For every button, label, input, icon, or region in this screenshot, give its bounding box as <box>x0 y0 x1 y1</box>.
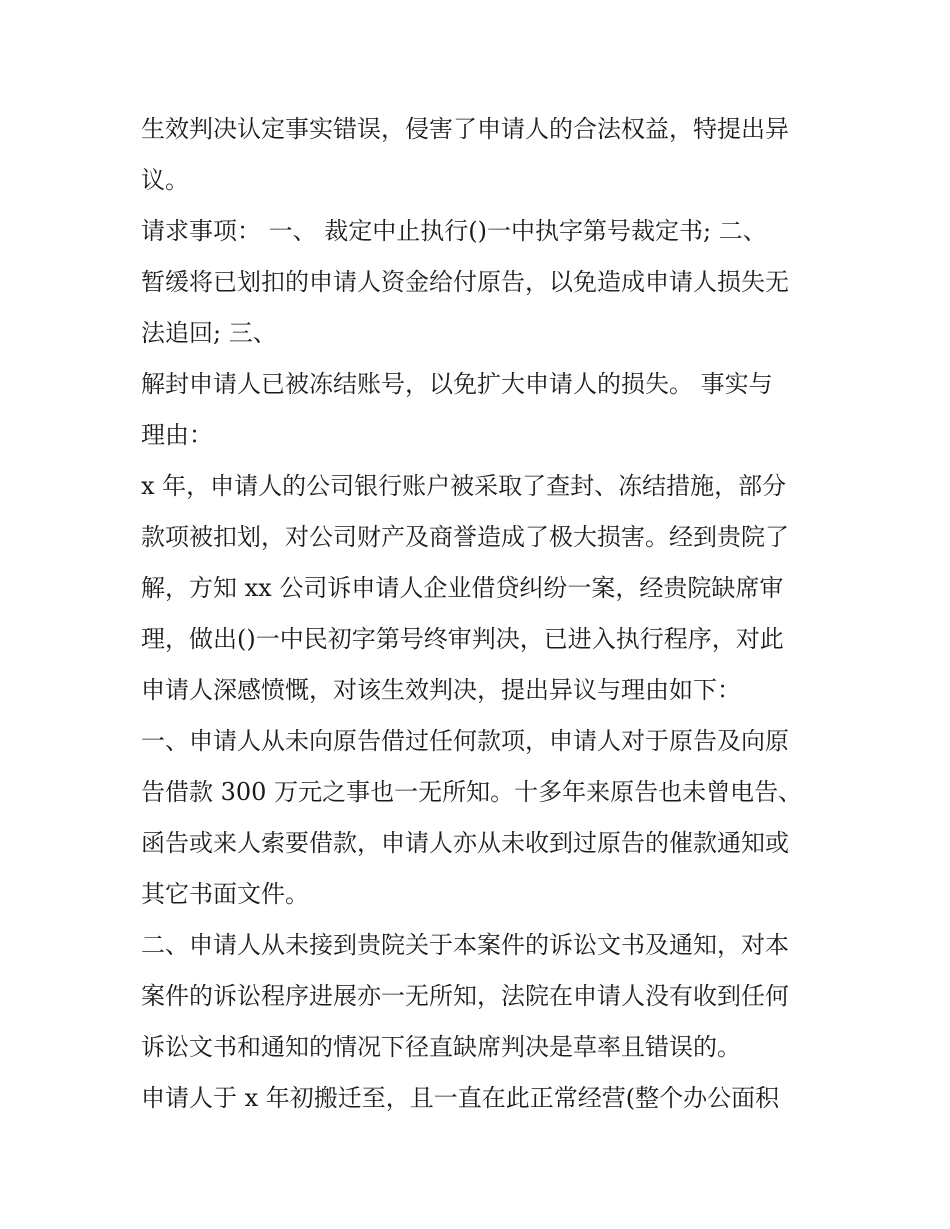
text-line: 告借款 300 万元之事也一无所知。十多年来原告也未曾电告、 <box>141 778 803 806</box>
text-line: 款项被扣划，对公司财产及商誉造成了极大损害。经到贵院了 <box>141 523 789 551</box>
text-line: 暂缓将已划扣的申请人资金给付原告，以免造成申请人损失无 <box>141 268 789 296</box>
text-line: x 年，申请人的公司银行账户被采取了查封、冻结措施，部分 <box>141 472 787 500</box>
text-line: 申请人于 x 年初搬迁至，且一直在此正常经营(整个办公面积 <box>141 1084 780 1112</box>
body-text <box>141 104 821 1124</box>
text-line: 法追回; 三、 <box>141 319 277 347</box>
text-line: 解，方知 xx 公司诉申请人企业借贷纠纷一案，经贵院缺席审 <box>141 574 784 602</box>
text-line: 议。 <box>141 166 189 194</box>
text-line: 一、申请人从未向原告借过任何款项，申请人对于原告及向原 <box>141 727 789 755</box>
text-line: 诉讼文书和通知的情况下径直缺席判决是草率且错误的。 <box>141 1033 741 1061</box>
text-line: 理，做出()一中民初字第号终审判决，已进入执行程序，对此 <box>141 625 784 653</box>
text-line: 请求事项： 一、 裁定中止执行()一中执字第号裁定书; 二、 <box>141 217 767 245</box>
text-line: 生效判决认定事实错误，侵害了申请人的合法权益，特提出异 <box>141 115 789 143</box>
text-line: 解封申请人已被冻结账号，以免扩大申请人的损失。 事实与 <box>141 370 773 398</box>
text-line: 其它书面文件。 <box>141 880 309 908</box>
text-line: 案件的诉讼程序进展亦一无所知，法院在申请人没有收到任何 <box>141 982 789 1010</box>
text-line: 申请人深感愤慨，对该生效判决，提出异议与理由如下： <box>141 676 741 704</box>
text-line: 二、申请人从未接到贵院关于本案件的诉讼文书及通知，对本 <box>141 931 789 959</box>
text-line: 理由： <box>141 421 213 449</box>
text-line: 函告或来人索要借款，申请人亦从未收到过原告的催款通知或 <box>141 829 789 857</box>
